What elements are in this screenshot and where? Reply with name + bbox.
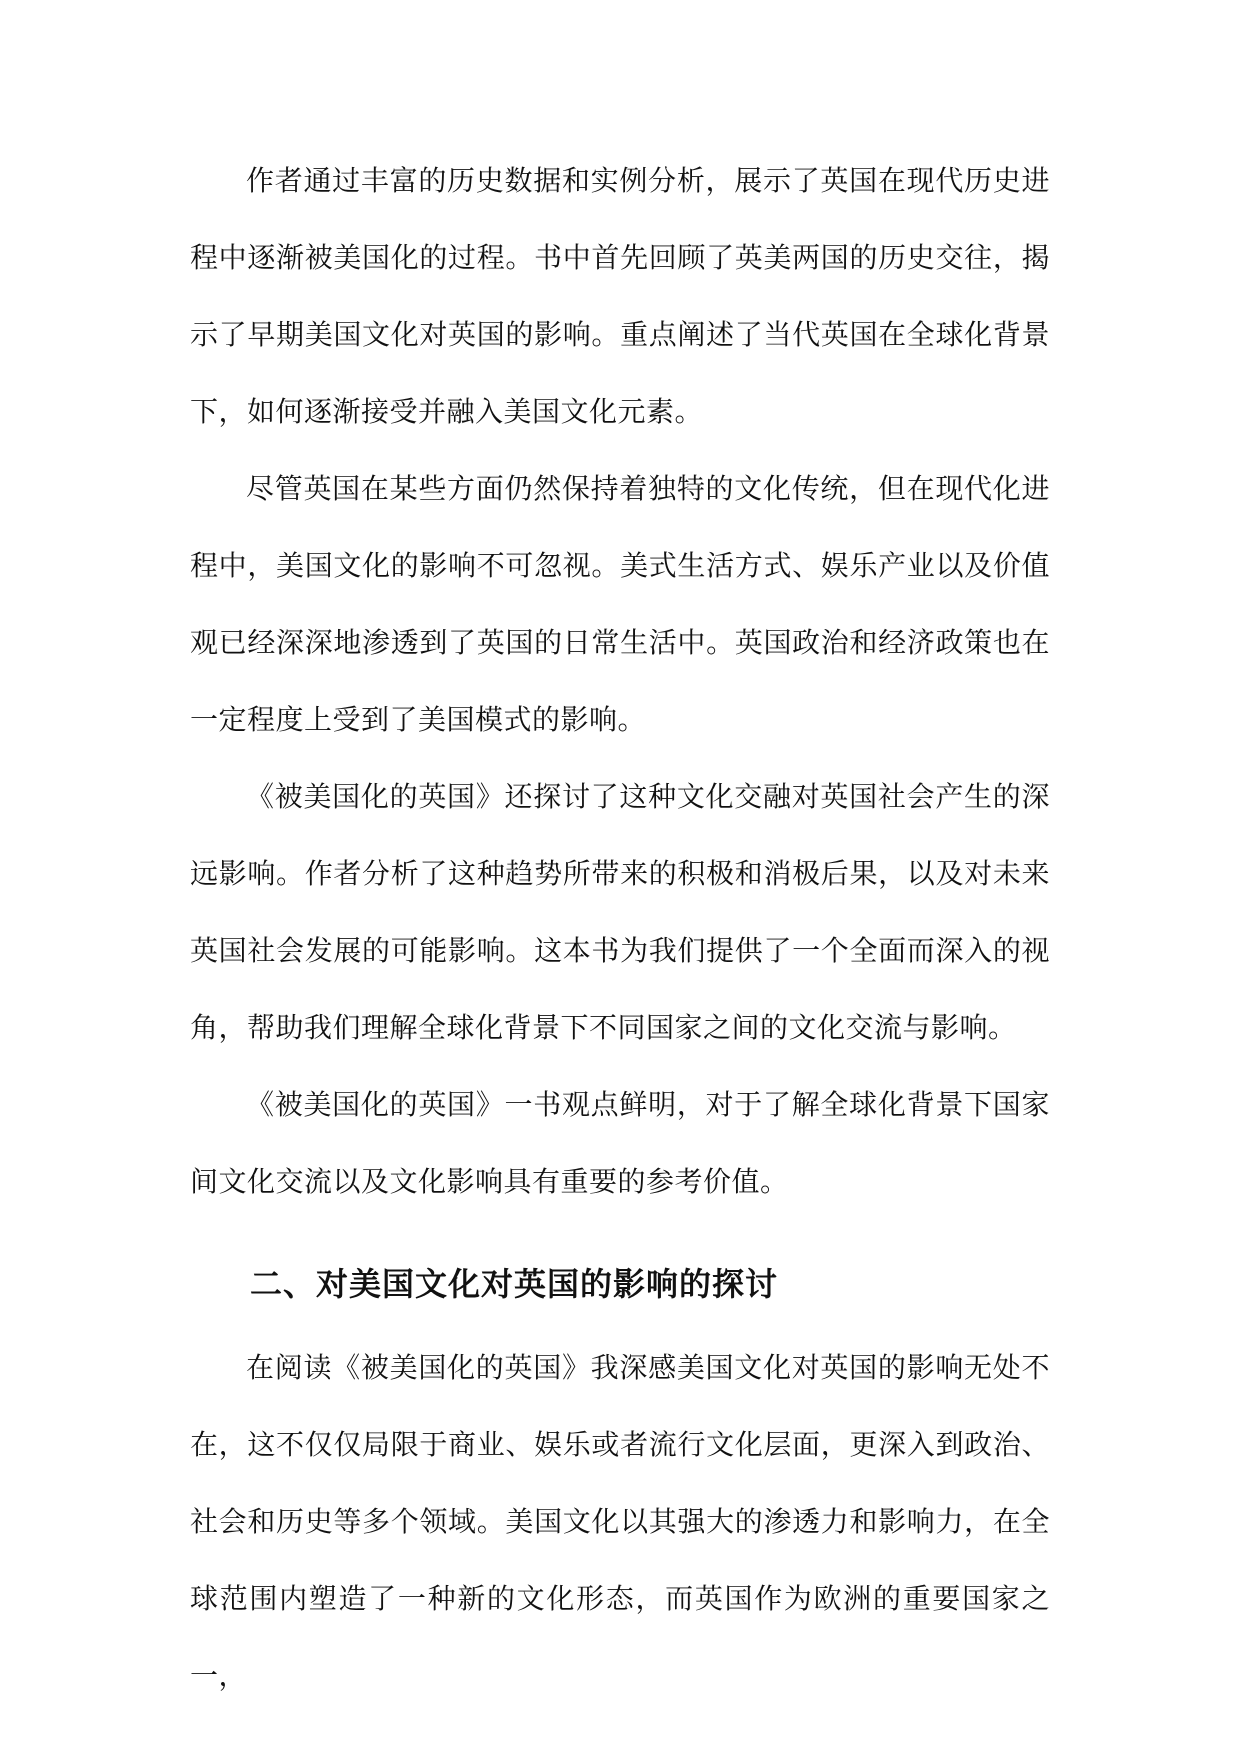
- paragraph: 《被美国化的英国》一书观点鲜明，对于了解全球化背景下国家间文化交流以及文化影响具有重要的参考价值。: [190, 1088, 1050, 1198]
- paragraph: 《被美国化的英国》还探讨了这种文化交融对英国社会产生的深远影响。作者分析了这种趋势所带来的积极和消极后果，以及对未来英国社会发展的可能影响。这本书为我们提供了一个全面而深入的视角，帮助我们理解全球化背景下不同国家之间的文化交流与影响。: [190, 780, 1050, 1044]
- paragraph: 在阅读《被美国化的英国》我深感美国文化对英国的影响无处不在，这不仅仅局限于商业、娱乐或者流行文化层面，更深入到政治、社会和历史等多个领域。美国文化以其强大的渗透力和影响力，在全球范围内塑造了一种新的文化形态，而英国作为欧洲的重要国家之一，: [190, 1351, 1050, 1692]
- document-body: [190, 142, 1050, 1714]
- section-heading: 二、对美国文化对英国的影响的探讨: [250, 1265, 779, 1303]
- paragraph: 尽管英国在某些方面仍然保持着独特的文化传统，但在现代化进程中，美国文化的影响不可忽视。美式生活方式、娱乐产业以及价值观已经深深地渗透到了英国的日常生活中。英国政治和经济政策也在一定程度上受到了美国模式的影响。: [190, 472, 1050, 736]
- paragraph: 作者通过丰富的历史数据和实例分析，展示了英国在现代历史进程中逐渐被美国化的过程。书中首先回顾了英美两国的历史交往，揭示了早期美国文化对英国的影响。重点阐述了当代英国在全球化背景下，如何逐渐接受并融入美国文化元素。: [190, 164, 1050, 428]
